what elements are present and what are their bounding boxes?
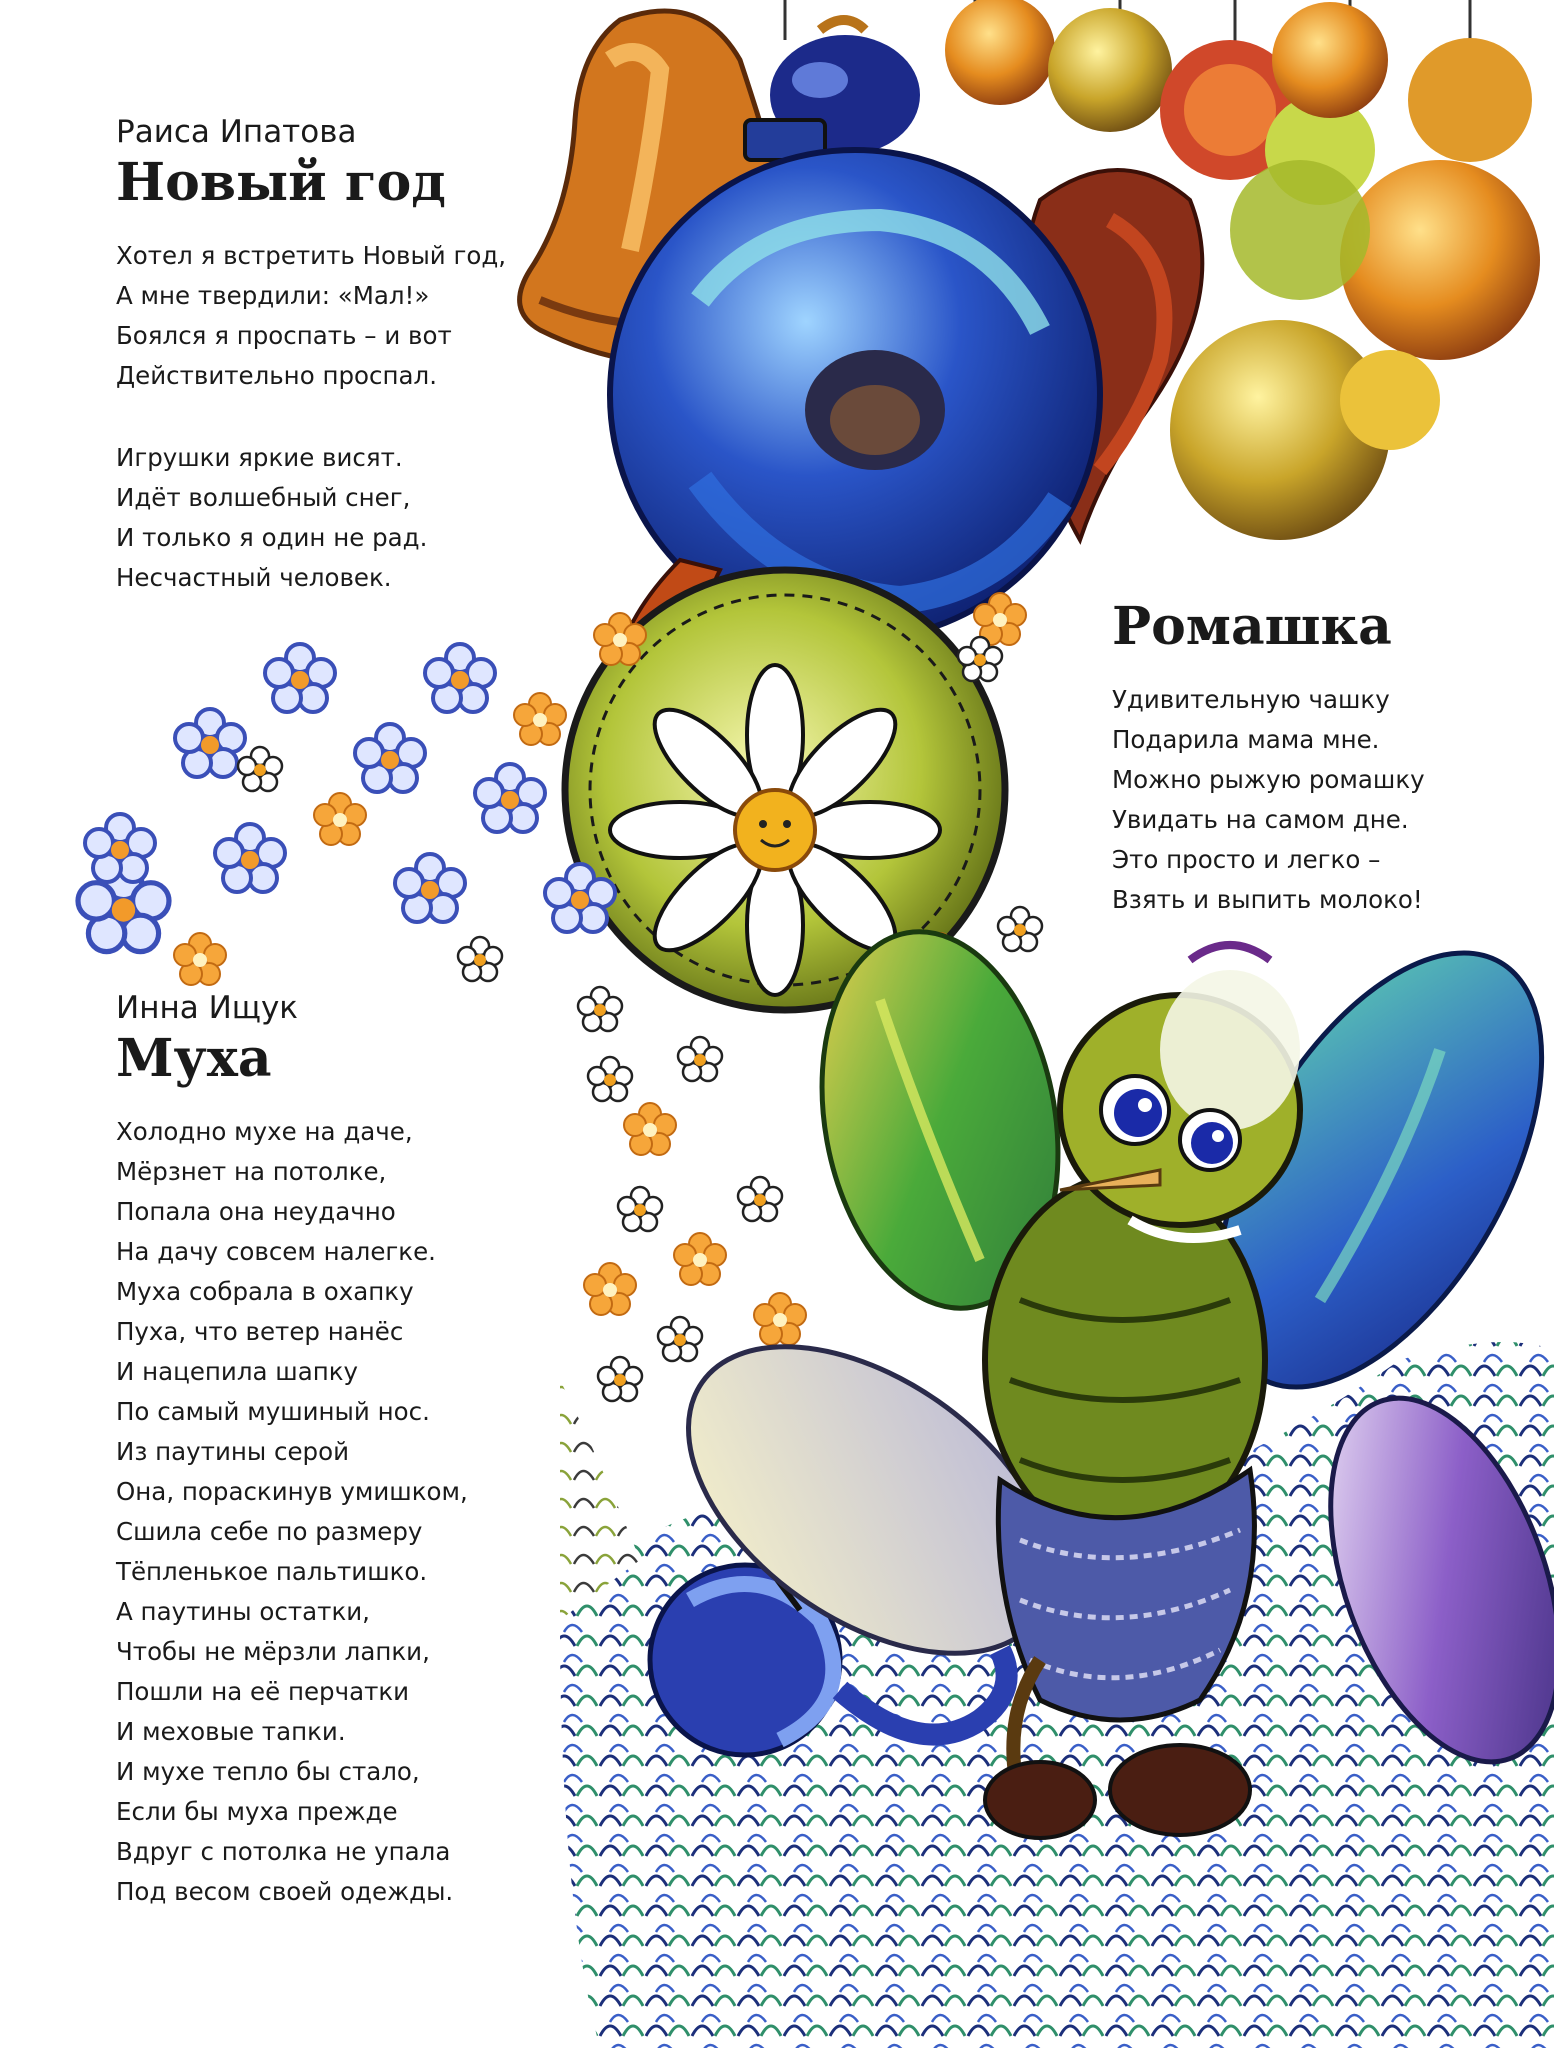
stanza-gap <box>116 396 506 438</box>
poem-line: Идёт волшебный снег, <box>116 483 411 512</box>
poem-line: Подарила мама мне. <box>1112 725 1380 754</box>
poem-line: Игрушки яркие висят. <box>116 443 403 472</box>
poem-line: Холодно мухе на даче, <box>116 1117 413 1146</box>
poem-text <box>116 1112 468 1912</box>
poem-line: Под весом своей одежды. <box>116 1877 454 1906</box>
poem-line: Тёпленькое пальтишко. <box>116 1557 428 1586</box>
poem-line: Несчастный человек. <box>116 563 392 592</box>
poem-line: А паутины остатки, <box>116 1597 370 1626</box>
poem-line: И только я один не рад. <box>116 523 428 552</box>
poem-line: Муха собрала в охапку <box>116 1277 414 1306</box>
poem-author: Инна Ищук <box>116 990 299 1026</box>
poem-line: Если бы муха прежде <box>116 1797 398 1826</box>
poem-line: Хотел я встретить Новый год, <box>116 241 507 270</box>
poem-title: Ромашка <box>1112 596 1392 657</box>
poem-line: Пошли на её перчатки <box>116 1677 410 1706</box>
poem-line: Попала она неудачно <box>116 1197 396 1226</box>
poem-line: Это просто и легко – <box>1112 845 1381 874</box>
poem-line: По самый мушиный нос. <box>116 1397 430 1426</box>
poem-text <box>116 236 506 598</box>
poem-chamomile <box>1112 596 1425 920</box>
poem-text <box>1112 680 1425 920</box>
poem-line: На дачу совсем налегке. <box>116 1237 436 1266</box>
flower-icon <box>78 613 646 1031</box>
poem-line: Можно рыжую ромашку <box>1112 765 1425 794</box>
poem-title: Новый год <box>116 152 446 213</box>
poem-line: Из паутины серой <box>116 1437 350 1466</box>
poem-line: Удивительную чашку <box>1112 685 1390 714</box>
poem-line: Чтобы не мёрзли лапки, <box>116 1637 430 1666</box>
poem-line: Боялся я проспать – и вот <box>116 321 452 350</box>
poem-line: Взять и выпить молоко! <box>1112 885 1423 914</box>
poem-author: Раиса Ипатова <box>116 114 357 150</box>
poem-new-year <box>116 112 506 598</box>
poem-line: И мухе тепло бы стало, <box>116 1757 420 1786</box>
poem-line: Действительно проспал. <box>116 361 437 390</box>
poem-fly <box>116 988 468 1912</box>
poem-line: Мёрзнет на потолке, <box>116 1157 387 1186</box>
poem-line: А мне твердили: «Мал!» <box>116 281 430 310</box>
poem-title: Муха <box>116 1028 272 1089</box>
poem-line: Она, пораскинув умишком, <box>116 1477 468 1506</box>
poem-line: И нацепила шапку <box>116 1357 359 1386</box>
poem-line: Пуха, что ветер нанёс <box>116 1317 404 1346</box>
poem-line: Сшила себе по размеру <box>116 1517 423 1546</box>
poem-line: Увидать на самом дне. <box>1112 805 1409 834</box>
poem-line: И меховые тапки. <box>116 1717 346 1746</box>
poem-line: Вдруг с потолка не упала <box>116 1837 451 1866</box>
